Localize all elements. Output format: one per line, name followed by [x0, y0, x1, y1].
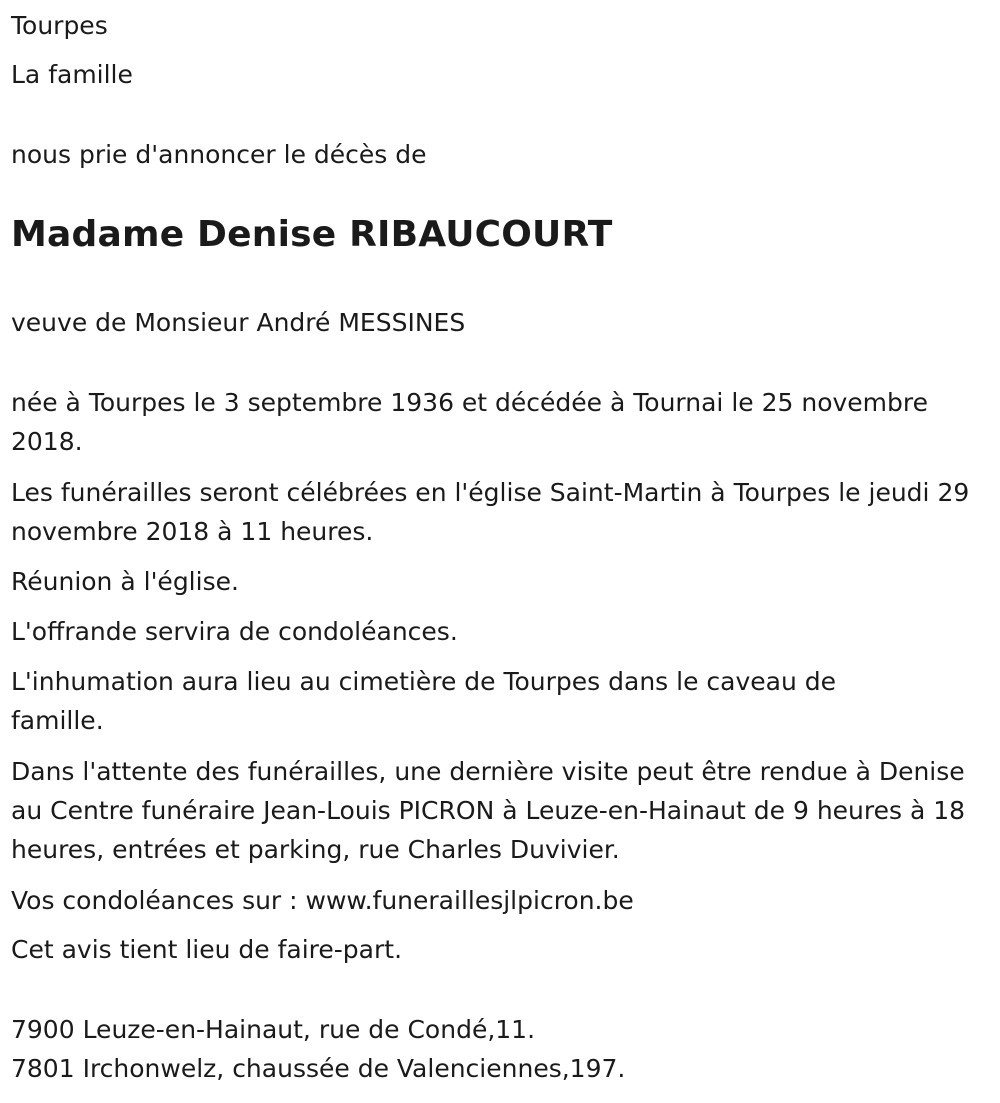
- burial-paragraph: L'inhumation aura lieu au cimetière de Tourpes dans le caveau de famille.: [11, 667, 837, 735]
- address-line: 7900 Leuze-en-Hainaut, rue de Condé,11.: [11, 1015, 536, 1044]
- offering-paragraph: L'offrande servira de condoléances.: [11, 617, 458, 646]
- meeting-paragraph: Réunion à l'église.: [11, 567, 239, 596]
- deceased-name: Madame Denise RIBAUCOURT: [11, 214, 613, 255]
- condolences-paragraph: Vos condoléances sur : www.funeraillesjlpicron.be: [11, 886, 634, 915]
- birth-death-paragraph: née à Tourpes le 3 septembre 1936 et décédée à Tournai le 25 novembre 2018.: [11, 388, 929, 456]
- announcement-line: nous prie d'annoncer le décès de: [11, 140, 427, 169]
- funeral-paragraph: Les funérailles seront célébrées en l'église Saint-Martin à Tourpes le jeudi 29 novembre 2018 à 11 heures.: [11, 478, 970, 546]
- family-line: La famille: [11, 60, 133, 89]
- widow-of-line: veuve de Monsieur André MESSINES: [11, 308, 466, 337]
- visit-paragraph: Dans l'attente des funérailles, une dernière visite peut être rendue à Denise au Centre funéraire Jean-Louis PICRON à Leuze-en-Hainaut de 9 heures à 18 heures, entrées et parking, rue Charles Duvivier.: [11, 757, 966, 864]
- notice-paragraph: Cet avis tient lieu de faire-part.: [11, 935, 403, 964]
- location: Tourpes: [11, 11, 108, 40]
- address-line: 7801 Irchonwelz, chaussée de Valenciennes,197.: [11, 1054, 626, 1083]
